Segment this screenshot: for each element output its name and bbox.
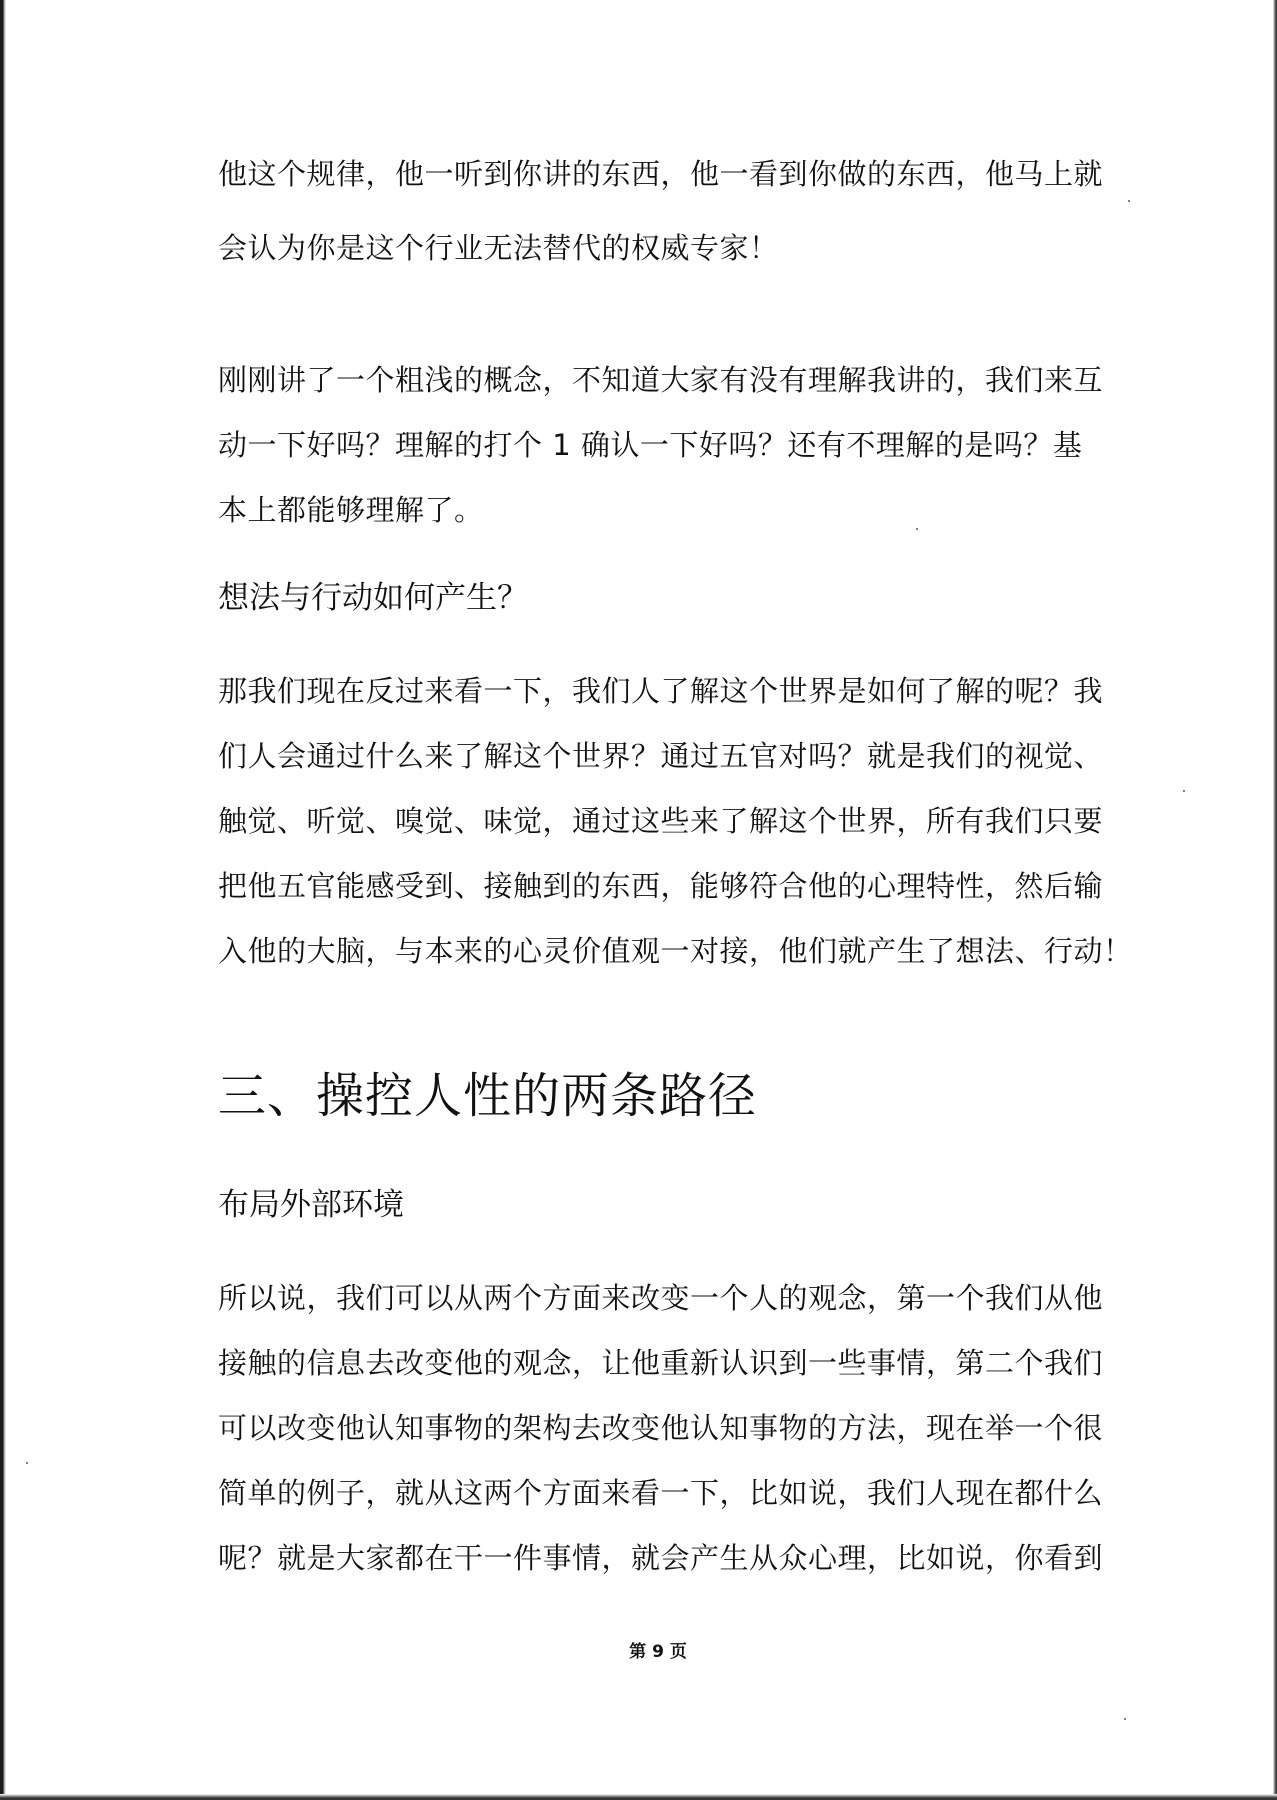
paragraph-4-line: 接触的信息去改变他的观念，让他重新认识到一些事情，第二个我们 xyxy=(218,1346,1104,1380)
scan-speck xyxy=(26,1462,28,1464)
paragraph-3-line: 把他五官能感受到、接触到的东西，能够符合他的心理特性，然后输 xyxy=(218,869,1104,903)
paragraph-4-line: 呢？就是大家都在干一件事情，就会产生从众心理，比如说，你看到 xyxy=(218,1541,1104,1575)
subheading-ideas-and-actions: 想法与行动如何产生？ xyxy=(218,580,528,616)
scan-speck xyxy=(1128,200,1130,202)
page-number: 第 9 页 xyxy=(629,1642,687,1662)
scan-edge-left xyxy=(0,0,6,1800)
paragraph-1-line: 会认为你是这个行业无法替代的权威专家！ xyxy=(218,231,779,265)
paragraph-2-line: 动一下好吗？理解的打个 1 确认一下好吗？还有不理解的是吗？基 xyxy=(218,428,1083,462)
paragraph-4-line: 可以改变他认知事物的架构去改变他认知事物的方法，现在举一个很 xyxy=(218,1411,1104,1445)
document-page xyxy=(218,0,1133,1800)
paragraph-3-line: 触觉、听觉、嗅觉、味觉，通过这些来了解这个世界，所有我们只要 xyxy=(218,804,1104,838)
paragraph-3-line: 们人会通过什么来了解这个世界？通过五官对吗？就是我们的视觉、 xyxy=(218,739,1104,773)
paragraph-4-line: 简单的例子，就从这两个方面来看一下，比如说，我们人现在都什么 xyxy=(218,1476,1104,1510)
paragraph-1-line: 他这个规律，他一听到你讲的东西，他一看到你做的东西，他马上就 xyxy=(218,157,1104,191)
scan-speck xyxy=(1183,790,1185,792)
paragraph-2-line: 刚刚讲了一个粗浅的概念，不知道大家有没有理解我讲的，我们来互 xyxy=(218,363,1104,397)
subheading-external-environment: 布局外部环境 xyxy=(218,1187,404,1223)
paragraph-3-line: 入他的大脑，与本来的心灵价值观一对接，他们就产生了想法、行动！ xyxy=(218,934,1133,968)
scan-edge-right xyxy=(1273,0,1277,1800)
scan-speck xyxy=(1124,1718,1126,1720)
section-heading: 三、操控人性的两条路径 xyxy=(218,1068,758,1124)
paragraph-2-line: 本上都能够理解了。 xyxy=(218,493,484,527)
paragraph-4-line: 所以说，我们可以从两个方面来改变一个人的观念，第一个我们从他 xyxy=(218,1281,1104,1315)
paragraph-3-line: 那我们现在反过来看一下，我们人了解这个世界是如何了解的呢？我 xyxy=(218,674,1104,708)
